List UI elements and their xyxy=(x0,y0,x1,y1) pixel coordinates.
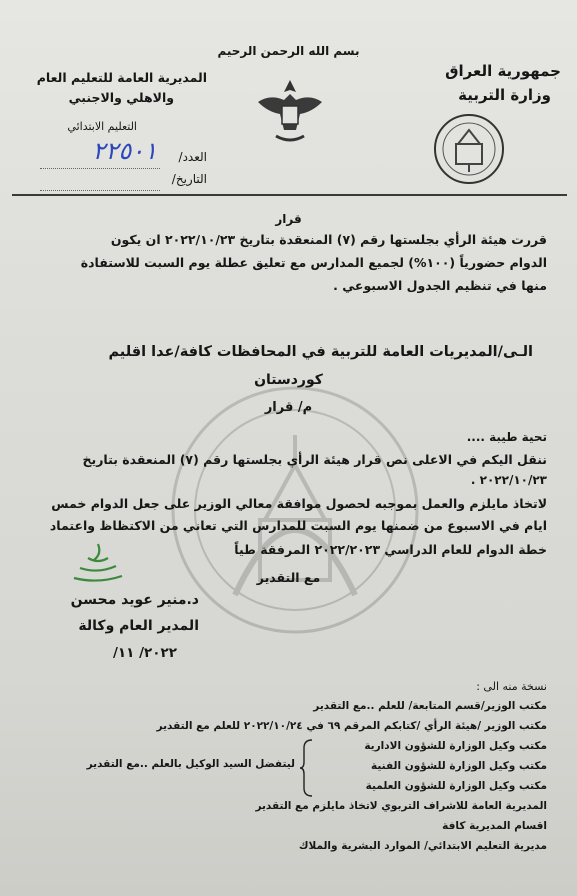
copy-item: مكتب وكيل الوزارة للشؤون العلمية xyxy=(365,780,547,792)
signatory-title: المدير العام وكالة xyxy=(78,618,199,634)
body-line: ايام في الاسبوع من ضمنها يوم السبت للمدارس التي تعاني من الاكتظاظ واعتماد xyxy=(49,518,547,533)
header-divider xyxy=(12,194,567,196)
greeting: تحية طيبة .... xyxy=(466,430,547,444)
directorate-line2: والاهلي والاجنبي xyxy=(68,90,174,105)
decision-line: منها في تنظيم الجدول الاسبوعي . xyxy=(333,278,547,293)
number-label: العدد/ xyxy=(178,150,207,164)
date-label: التاريخ/ xyxy=(171,172,207,186)
signatory-name: د.منير عويد محسن xyxy=(70,592,199,608)
date-dotted-line xyxy=(40,190,160,192)
iraq-eagle-emblem xyxy=(250,72,330,152)
addressee-line2: كوردستان xyxy=(254,372,323,388)
department-name: التعليم الابتدائي xyxy=(67,120,137,133)
copy-item: مكتب وكيل الوزارة للشؤون الفنية xyxy=(371,760,547,772)
subject-line: م/ قرار xyxy=(264,400,313,415)
handwritten-number: ٢٢٥٠١ xyxy=(92,137,157,165)
basmala: بسم الله الرحمن الرحيم xyxy=(217,44,360,58)
body-line: لاتخاذ مايلزم والعمل بموجبه لحصول موافقة معالي الوزير على جعل الدوام خمس xyxy=(51,496,547,511)
copy-item: اقسام المديرية كافة xyxy=(442,820,547,832)
decision-line: قررت هيئة الرأي بجلستها رقم (٧) المنعقدة بتاريخ ٢٠٢٢/١٠/٢٣ ان يكون xyxy=(110,232,547,247)
ministry-name: وزارة التربية xyxy=(458,86,551,104)
signature-date: ٢٠٢٢/ ١١/ xyxy=(112,645,177,661)
copy-item: مكتب الوزير/قسم المتابعة/ للعلم ..مع التقدير xyxy=(313,700,547,712)
body-line: خطة الدوام للعام الدراسي ٢٠٢٢/٢٠٢٣ المرفقة طياً xyxy=(234,542,547,557)
body-line: ننقل اليكم في الاعلى نص قرار هيئة الرأي بجلستها رقم (٧) المنعقدة بتاريخ xyxy=(82,452,547,467)
copies-heading: نسخة منه الى : xyxy=(476,680,547,693)
brace-note: ليتفضل السيد الوكيل بالعلم ..مع التقدير xyxy=(86,758,295,770)
copy-item: مديرية التعليم الابتدائي/ الموارد البشرية والملاك xyxy=(298,840,547,852)
copy-item: المديرية العامة للاشراف التربوي لاتخاذ مايلزم مع التقدير xyxy=(255,800,547,812)
addressee-line1: الـى/المديريات العامة للتربية في المحافظات كافة/عدا اقليم xyxy=(108,344,533,360)
decision-line: الدوام حضورياً (١٠٠%) لجميع المدارس مع تعليق عطلة يوم السبت للاستفادة xyxy=(80,255,547,270)
country-name: جمهورية العراق xyxy=(445,62,561,80)
copy-item: مكتب الوزير /هيئة الرأي /كتابكم المرقم ٦٩ في ٢٠٢٢/١٠/٢٤ للعلم مع التقدير xyxy=(156,720,547,732)
directorate-line1: المديرية العامة للتعليم العام xyxy=(36,70,207,85)
body-line: ٢٠٢٢/١٠/٢٣ . xyxy=(470,473,547,487)
copy-item: مكتب وكيل الوزارة للشؤون الادارية xyxy=(364,740,547,752)
number-dotted-line xyxy=(40,168,160,170)
decision-title: قرار xyxy=(275,212,302,226)
ministry-logo-seal xyxy=(432,112,506,186)
brace-bracket xyxy=(300,738,314,798)
regards: مع التقدير xyxy=(256,570,321,585)
green-signature-mark xyxy=(68,540,128,585)
